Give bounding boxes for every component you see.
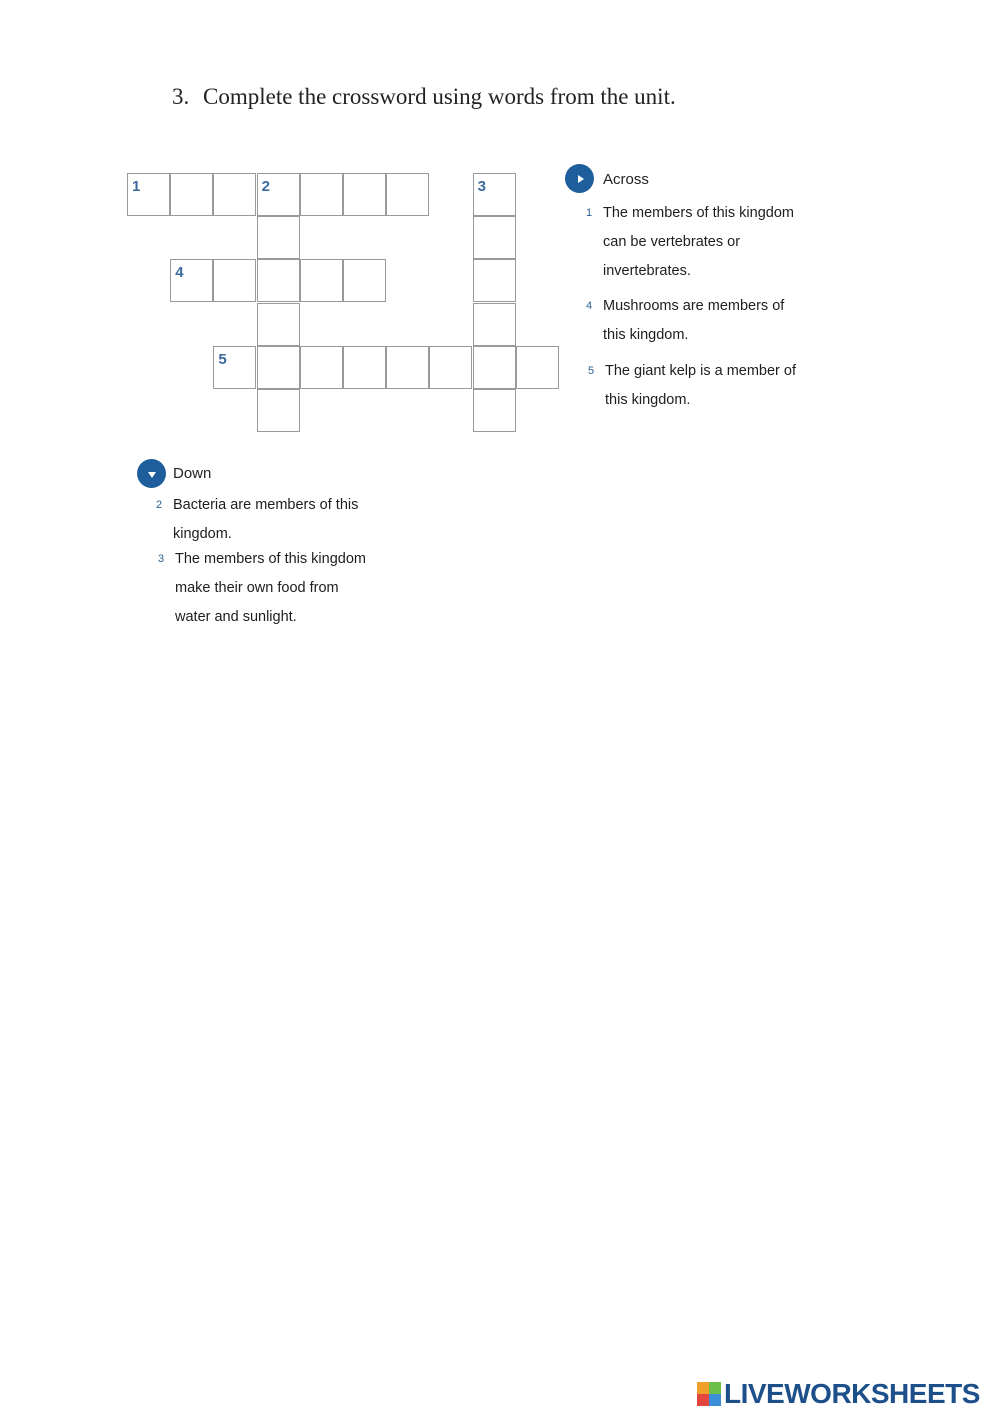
crossword-cell[interactable]: [386, 173, 429, 216]
crossword-cell[interactable]: [213, 259, 256, 302]
crossword-cell[interactable]: [257, 216, 300, 259]
cell-clue-number: 4: [175, 264, 184, 282]
crossword-cell[interactable]: [257, 346, 300, 389]
cell-clue-number: 3: [477, 178, 486, 195]
down-clue-3: [158, 545, 366, 632]
clue-line: Bacteria are members of this: [173, 497, 359, 513]
crossword-cell[interactable]: [170, 173, 213, 216]
crossword-cell[interactable]: [127, 173, 170, 216]
exercise-number: 3.: [172, 84, 190, 109]
clue-number: 2: [156, 499, 163, 511]
cell-clue-number: 1: [132, 178, 141, 195]
clue-number: 4: [586, 300, 593, 312]
clue-line: make their own food from: [175, 580, 339, 596]
clue-number: 3: [158, 553, 165, 565]
across-clue-1: [586, 199, 794, 286]
across-arrow-icon: [565, 164, 594, 193]
crossword-cell[interactable]: [473, 259, 516, 302]
crossword-cell[interactable]: [473, 216, 516, 259]
cell-clue-number: 5: [218, 350, 227, 368]
crossword-cell[interactable]: [343, 259, 386, 302]
crossword-cell[interactable]: [170, 259, 213, 302]
brand-logo: [697, 1378, 980, 1410]
clue-number: 1: [586, 207, 593, 219]
crossword-cell[interactable]: [213, 173, 256, 216]
crossword-cell[interactable]: [473, 346, 516, 389]
crossword-cell[interactable]: [343, 173, 386, 216]
crossword-cell[interactable]: [300, 173, 343, 216]
clue-line: The giant kelp is a member of: [605, 363, 797, 379]
crossword-cell[interactable]: [257, 389, 300, 432]
down-title: Down: [173, 465, 212, 482]
across-clue-4: [586, 292, 785, 350]
crossword-cell[interactable]: [257, 259, 300, 302]
crossword-cell[interactable]: [473, 389, 516, 432]
clue-number: 5: [588, 365, 595, 377]
crossword-cell[interactable]: [473, 173, 516, 216]
crossword-cell[interactable]: [213, 346, 256, 389]
exercise-instruction: [172, 84, 676, 110]
clue-line: The members of this kingdom: [175, 551, 366, 567]
clue-line: invertebrates.: [603, 263, 691, 279]
crossword-cell[interactable]: [257, 303, 300, 346]
crossword-cell[interactable]: [473, 303, 516, 346]
crossword-cell[interactable]: [386, 346, 429, 389]
crossword-cell[interactable]: [300, 346, 343, 389]
crossword-cell[interactable]: [343, 346, 386, 389]
crossword-cell[interactable]: [257, 173, 300, 216]
down-clue-2: [156, 491, 359, 549]
clue-line: can be vertebrates or: [603, 234, 741, 250]
clue-line: Mushrooms are members of: [603, 298, 785, 314]
exercise-text: Complete the crossword using words from the unit.: [203, 84, 676, 109]
clue-line: water and sunlight.: [175, 609, 297, 625]
crossword-cell[interactable]: [516, 346, 559, 389]
brand-mark-icon: [697, 1382, 721, 1406]
down-arrow-icon: [137, 459, 166, 488]
across-title: Across: [603, 171, 649, 188]
clue-line: kingdom.: [173, 526, 232, 542]
brand-name: LIVEWORKSHEETS: [724, 1378, 980, 1409]
clue-line: this kingdom.: [605, 392, 691, 408]
crossword-cell[interactable]: [429, 346, 472, 389]
clue-line: The members of this kingdom: [603, 205, 794, 221]
across-clue-5: [588, 357, 797, 415]
crossword-cell[interactable]: [300, 259, 343, 302]
cell-clue-number: 2: [261, 178, 270, 195]
clue-line: this kingdom.: [603, 327, 689, 343]
